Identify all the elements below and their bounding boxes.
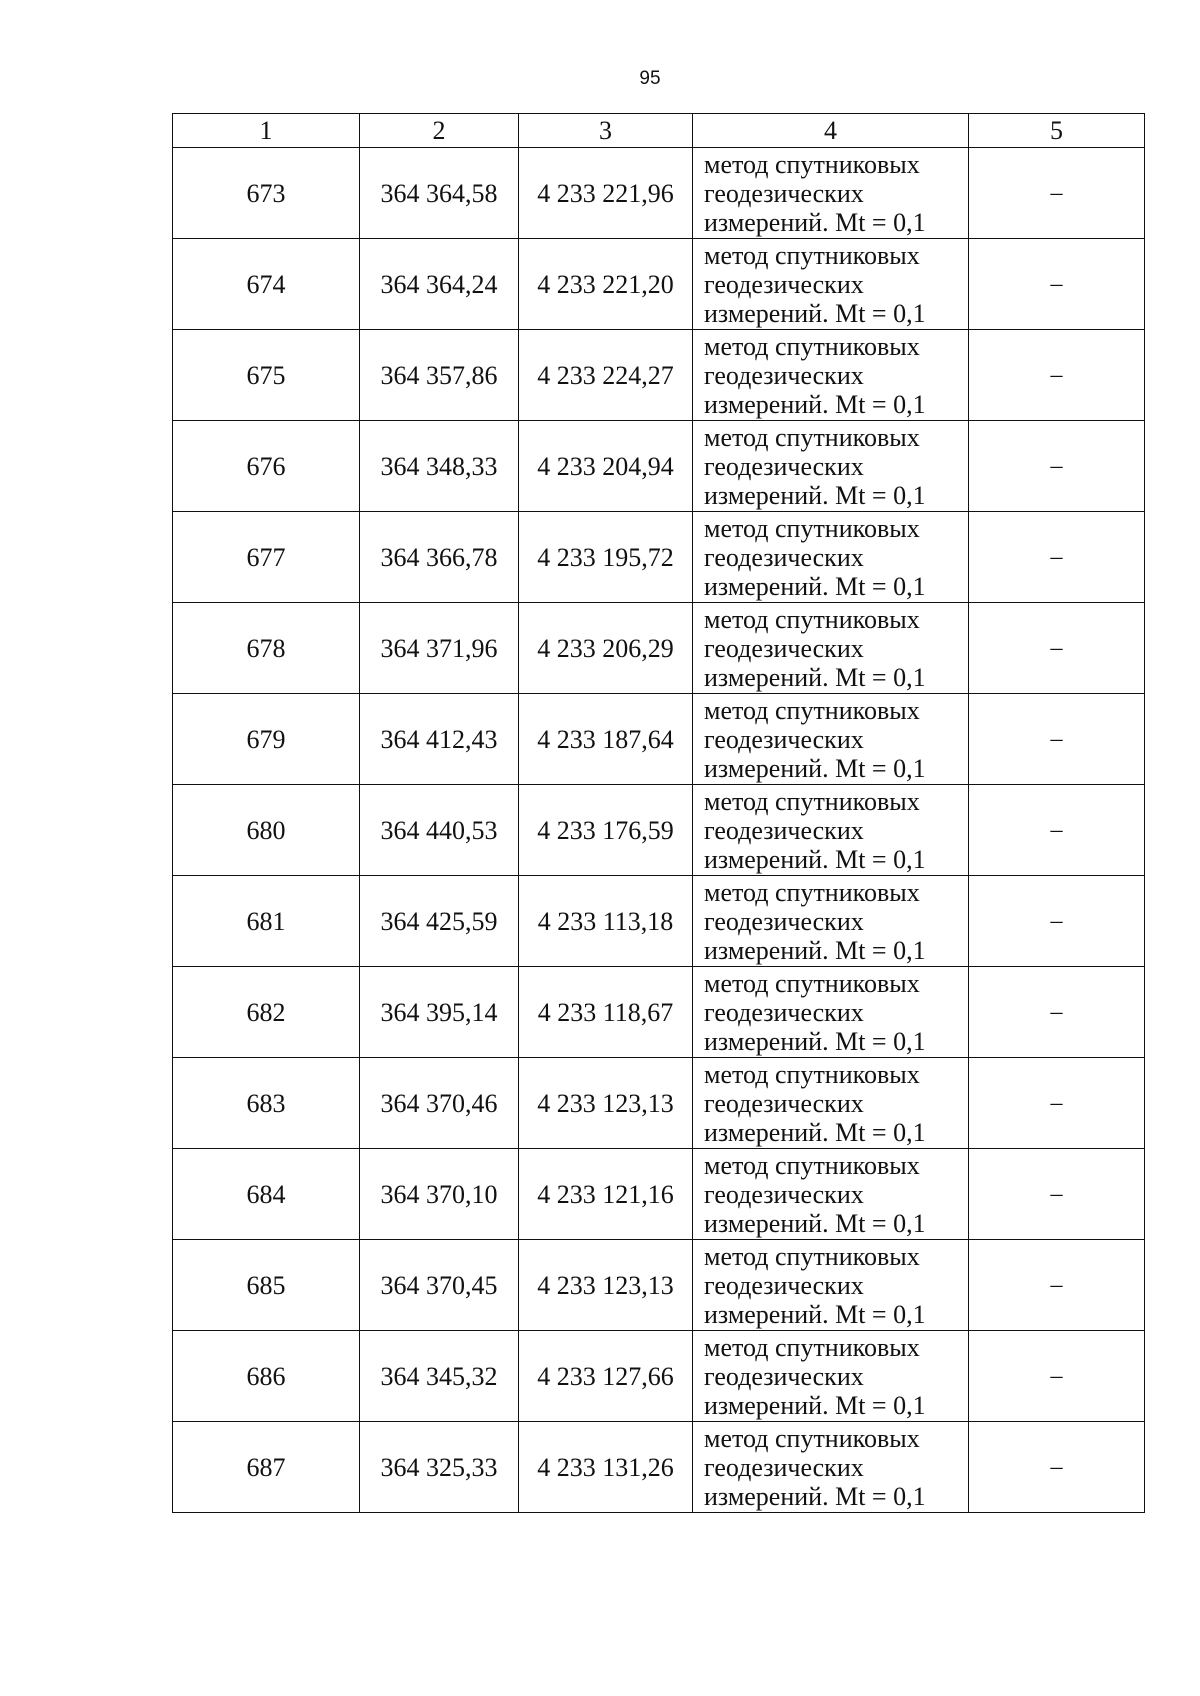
method-line: геодезических: [704, 360, 864, 390]
method-line: геодезических: [704, 1270, 864, 1300]
table-row: [173, 1422, 1145, 1513]
point-number-cell: 675: [173, 330, 360, 421]
method-line: измерений. Mt = 0,1: [704, 480, 926, 510]
point-number-cell: 682: [173, 967, 360, 1058]
y-coordinate-cell: 4 233 113,18: [519, 876, 693, 967]
method-line: измерений. Mt = 0,1: [704, 935, 926, 965]
y-coordinate-cell: 4 233 176,59: [519, 785, 693, 876]
table-row: [173, 785, 1145, 876]
table-row: [173, 421, 1145, 512]
method-line: метод спутниковых: [704, 331, 920, 361]
table-row: [173, 1240, 1145, 1331]
x-coordinate-cell: 364 357,86: [360, 330, 519, 421]
table-header: [173, 114, 1145, 148]
method-line: метод спутниковых: [704, 877, 920, 907]
table-row: [173, 1058, 1145, 1149]
method-line: геодезических: [704, 1361, 864, 1391]
col5-cell: –: [969, 239, 1145, 330]
method-cell: [693, 421, 969, 512]
method-line: геодезических: [704, 1452, 864, 1482]
point-number-cell: 674: [173, 239, 360, 330]
method-cell: [693, 1058, 969, 1149]
table-row: [173, 330, 1145, 421]
x-coordinate-cell: 364 425,59: [360, 876, 519, 967]
header-col-4: 4: [693, 114, 969, 148]
method-line: измерений. Mt = 0,1: [704, 571, 926, 601]
method-cell: [693, 1240, 969, 1331]
method-cell: [693, 148, 969, 239]
coordinates-table: [172, 113, 1145, 1513]
point-number-cell: 685: [173, 1240, 360, 1331]
table-row: [173, 148, 1145, 239]
y-coordinate-cell: 4 233 221,96: [519, 148, 693, 239]
y-coordinate-cell: 4 233 204,94: [519, 421, 693, 512]
col5-cell: –: [969, 512, 1145, 603]
x-coordinate-cell: 364 366,78: [360, 512, 519, 603]
x-coordinate-cell: 364 364,58: [360, 148, 519, 239]
x-coordinate-cell: 364 371,96: [360, 603, 519, 694]
method-cell: [693, 239, 969, 330]
point-number-cell: 680: [173, 785, 360, 876]
point-number-cell: 679: [173, 694, 360, 785]
y-coordinate-cell: 4 233 195,72: [519, 512, 693, 603]
method-line: измерений. Mt = 0,1: [704, 1390, 926, 1420]
col5-cell: –: [969, 1240, 1145, 1331]
method-line: метод спутниковых: [704, 1150, 920, 1180]
col5-cell: –: [969, 785, 1145, 876]
method-cell: [693, 1422, 969, 1513]
y-coordinate-cell: 4 233 118,67: [519, 967, 693, 1058]
point-number-cell: 686: [173, 1331, 360, 1422]
method-line: геодезических: [704, 997, 864, 1027]
x-coordinate-cell: 364 440,53: [360, 785, 519, 876]
method-line: геодезических: [704, 633, 864, 663]
method-line: геодезических: [704, 451, 864, 481]
point-number-cell: 684: [173, 1149, 360, 1240]
method-line: измерений. Mt = 0,1: [704, 1299, 926, 1329]
y-coordinate-cell: 4 233 127,66: [519, 1331, 693, 1422]
x-coordinate-cell: 364 395,14: [360, 967, 519, 1058]
y-coordinate-cell: 4 233 131,26: [519, 1422, 693, 1513]
col5-cell: –: [969, 1422, 1145, 1513]
table-row: [173, 967, 1145, 1058]
method-line: измерений. Mt = 0,1: [704, 1026, 926, 1056]
col5-cell: –: [969, 330, 1145, 421]
header-col-3: 3: [519, 114, 693, 148]
x-coordinate-cell: 364 364,24: [360, 239, 519, 330]
table-row: [173, 1331, 1145, 1422]
method-line: измерений. Mt = 0,1: [704, 1208, 926, 1238]
point-number-cell: 683: [173, 1058, 360, 1149]
method-cell: [693, 876, 969, 967]
col5-cell: –: [969, 694, 1145, 785]
method-line: метод спутниковых: [704, 422, 920, 452]
method-line: геодезических: [704, 542, 864, 572]
header-col-2: 2: [360, 114, 519, 148]
header-row: [173, 114, 1145, 148]
method-line: измерений. Mt = 0,1: [704, 1481, 926, 1511]
method-line: измерений. Mt = 0,1: [704, 207, 926, 237]
method-line: метод спутниковых: [704, 1059, 920, 1089]
table-row: [173, 512, 1145, 603]
point-number-cell: 678: [173, 603, 360, 694]
method-line: метод спутниковых: [704, 513, 920, 543]
header-col-5: 5: [969, 114, 1145, 148]
method-line: измерений. Mt = 0,1: [704, 753, 926, 783]
method-line: метод спутниковых: [704, 1332, 920, 1362]
y-coordinate-cell: 4 233 187,64: [519, 694, 693, 785]
page-number: 95: [639, 68, 661, 89]
method-line: геодезических: [704, 1088, 864, 1118]
method-line: геодезических: [704, 1179, 864, 1209]
table-row: [173, 876, 1145, 967]
method-line: геодезических: [704, 178, 864, 208]
x-coordinate-cell: 364 348,33: [360, 421, 519, 512]
y-coordinate-cell: 4 233 123,13: [519, 1240, 693, 1331]
method-line: метод спутниковых: [704, 695, 920, 725]
col5-cell: –: [969, 967, 1145, 1058]
point-number-cell: 676: [173, 421, 360, 512]
y-coordinate-cell: 4 233 221,20: [519, 239, 693, 330]
method-line: метод спутниковых: [704, 604, 920, 634]
col5-cell: –: [969, 603, 1145, 694]
col5-cell: –: [969, 421, 1145, 512]
y-coordinate-cell: 4 233 121,16: [519, 1149, 693, 1240]
method-line: метод спутниковых: [704, 786, 920, 816]
method-line: измерений. Mt = 0,1: [704, 844, 926, 874]
x-coordinate-cell: 364 370,46: [360, 1058, 519, 1149]
header-col-1: 1: [173, 114, 360, 148]
method-line: метод спутниковых: [704, 240, 920, 270]
col5-cell: –: [969, 1058, 1145, 1149]
point-number-cell: 681: [173, 876, 360, 967]
table-row: [173, 239, 1145, 330]
table-body: [173, 148, 1145, 1513]
method-cell: [693, 694, 969, 785]
x-coordinate-cell: 364 345,32: [360, 1331, 519, 1422]
method-line: метод спутниковых: [704, 968, 920, 998]
x-coordinate-cell: 364 370,45: [360, 1240, 519, 1331]
method-cell: [693, 1149, 969, 1240]
method-line: измерений. Mt = 0,1: [704, 298, 926, 328]
x-coordinate-cell: 364 412,43: [360, 694, 519, 785]
method-cell: [693, 330, 969, 421]
col5-cell: –: [969, 1149, 1145, 1240]
method-cell: [693, 512, 969, 603]
x-coordinate-cell: 364 370,10: [360, 1149, 519, 1240]
method-line: измерений. Mt = 0,1: [704, 662, 926, 692]
method-line: метод спутниковых: [704, 1241, 920, 1271]
method-cell: [693, 967, 969, 1058]
point-number-cell: 687: [173, 1422, 360, 1513]
col5-cell: –: [969, 1331, 1145, 1422]
method-line: геодезических: [704, 815, 864, 845]
point-number-cell: 673: [173, 148, 360, 239]
point-number-cell: 677: [173, 512, 360, 603]
y-coordinate-cell: 4 233 123,13: [519, 1058, 693, 1149]
method-line: геодезических: [704, 724, 864, 754]
x-coordinate-cell: 364 325,33: [360, 1422, 519, 1513]
method-cell: [693, 785, 969, 876]
method-line: геодезических: [704, 906, 864, 936]
method-line: измерений. Mt = 0,1: [704, 1117, 926, 1147]
method-line: геодезических: [704, 269, 864, 299]
col5-cell: –: [969, 148, 1145, 239]
method-line: метод спутниковых: [704, 1423, 920, 1453]
table-row: [173, 694, 1145, 785]
method-line: метод спутниковых: [704, 149, 920, 179]
table-row: [173, 603, 1145, 694]
method-cell: [693, 603, 969, 694]
col5-cell: –: [969, 876, 1145, 967]
table-row: [173, 1149, 1145, 1240]
y-coordinate-cell: 4 233 224,27: [519, 330, 693, 421]
method-cell: [693, 1331, 969, 1422]
method-line: измерений. Mt = 0,1: [704, 389, 926, 419]
y-coordinate-cell: 4 233 206,29: [519, 603, 693, 694]
